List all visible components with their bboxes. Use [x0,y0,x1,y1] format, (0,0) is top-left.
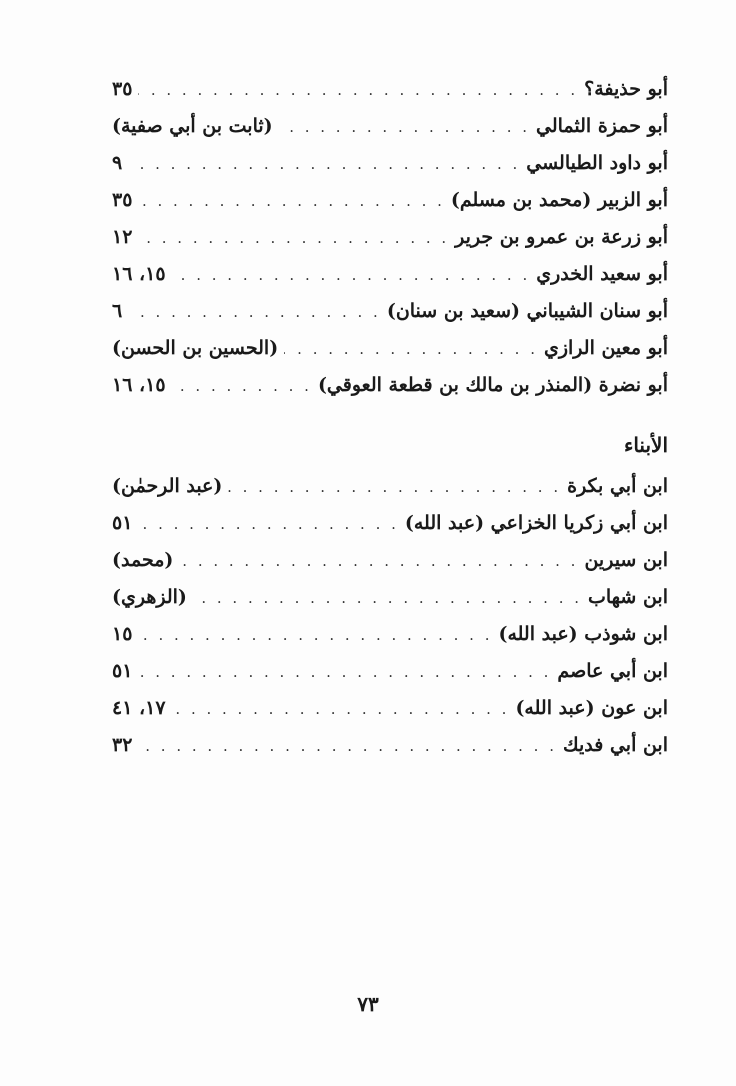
entry-name: ابن أبي عاصم [557,660,668,682]
index-entry [112,263,668,300]
entry-ref: (الحسين بن الحسن) [112,337,279,359]
entry-name: أبو معين الرازي [543,337,668,359]
entry-ref: ١٥، ١٦ [112,374,166,396]
index-entry [112,475,668,512]
leader-dots [138,626,492,644]
entry-ref: ١٧، ٤١ [112,697,166,719]
leader-dots [138,192,444,210]
entry-ref: (ثابت بن أبي صفية) [112,115,273,137]
index-entry [112,697,668,734]
index-entry [112,734,668,771]
leader-dots [172,377,312,395]
entry-name: ابن أبي زكريا الخزاعي (عبد الله) [404,512,668,534]
entry-ref: (الزهري) [112,586,187,608]
entry-name: أبو الزبير (محمد بن مسلم) [450,189,668,211]
entry-ref: ٣٢ [112,734,133,756]
index-entry [112,115,668,152]
leader-dots [138,515,398,533]
index-entry [112,374,668,411]
leader-dots [128,303,381,321]
index-entry [112,300,668,337]
kunya-list [112,78,668,411]
entry-ref: ١٥ [112,623,133,645]
entry-name: أبو حذيفة؟ [584,78,668,100]
leader-dots [193,589,582,607]
entry-ref: ٩ [112,152,123,174]
leader-dots [179,552,578,570]
entry-ref: (عبد الرحمٰن) [112,475,223,497]
entry-name: ابن أبي فديك [562,734,668,756]
index-entry [112,78,668,115]
entry-name: أبو سنان الشيباني (سعيد بن سنان) [386,300,668,322]
entry-name: أبو سعيد الخدري [536,263,668,285]
leader-dots [279,118,530,136]
leader-dots [284,340,538,358]
entry-ref: ٥١ [112,660,133,682]
page-number: ٧٣ [357,992,379,1016]
leader-dots [172,700,510,718]
entry-ref: ٣٥ [112,78,133,100]
index-entry [112,549,668,586]
leader-dots [138,663,551,681]
index-entry [112,337,668,374]
entry-ref: ١٥، ١٦ [112,263,166,285]
entry-ref: ٦ [112,300,123,322]
index-entry [112,660,668,697]
entry-ref: ٣٥ [112,189,133,211]
index-entry [112,152,668,189]
index-content [112,78,668,771]
leader-dots [138,229,449,247]
entry-name: ابن أبي بكرة [567,475,668,497]
leader-dots [128,155,520,173]
entry-name: أبو نضرة (المنذر بن مالك بن قطعة العوقي) [317,374,668,396]
entry-name: ابن شوذب (عبد الله) [498,623,668,645]
entry-ref: (محمد) [112,549,174,571]
entry-name: أبو زرعة بن عمرو بن جرير [455,226,668,248]
entry-name: ابن عون (عبد الله) [515,697,668,719]
index-entry [112,623,668,660]
entry-ref: ١٢ [112,226,133,248]
entry-ref: ٥١ [112,512,133,534]
leader-dots [138,737,557,755]
index-entry [112,512,668,549]
index-entry [112,226,668,263]
entry-name: ابن سيرين [584,549,668,571]
entry-name: أبو حمزة الثمالي [536,115,668,137]
sons-list [112,475,668,771]
entry-name: ابن شهاب [588,586,668,608]
index-entry [112,189,668,226]
leader-dots [138,81,578,99]
section-heading: الأبناء [623,433,668,457]
leader-dots [172,266,531,284]
index-entry [112,586,668,623]
entry-name: أبو داود الطيالسي [526,152,668,174]
leader-dots [228,478,561,496]
